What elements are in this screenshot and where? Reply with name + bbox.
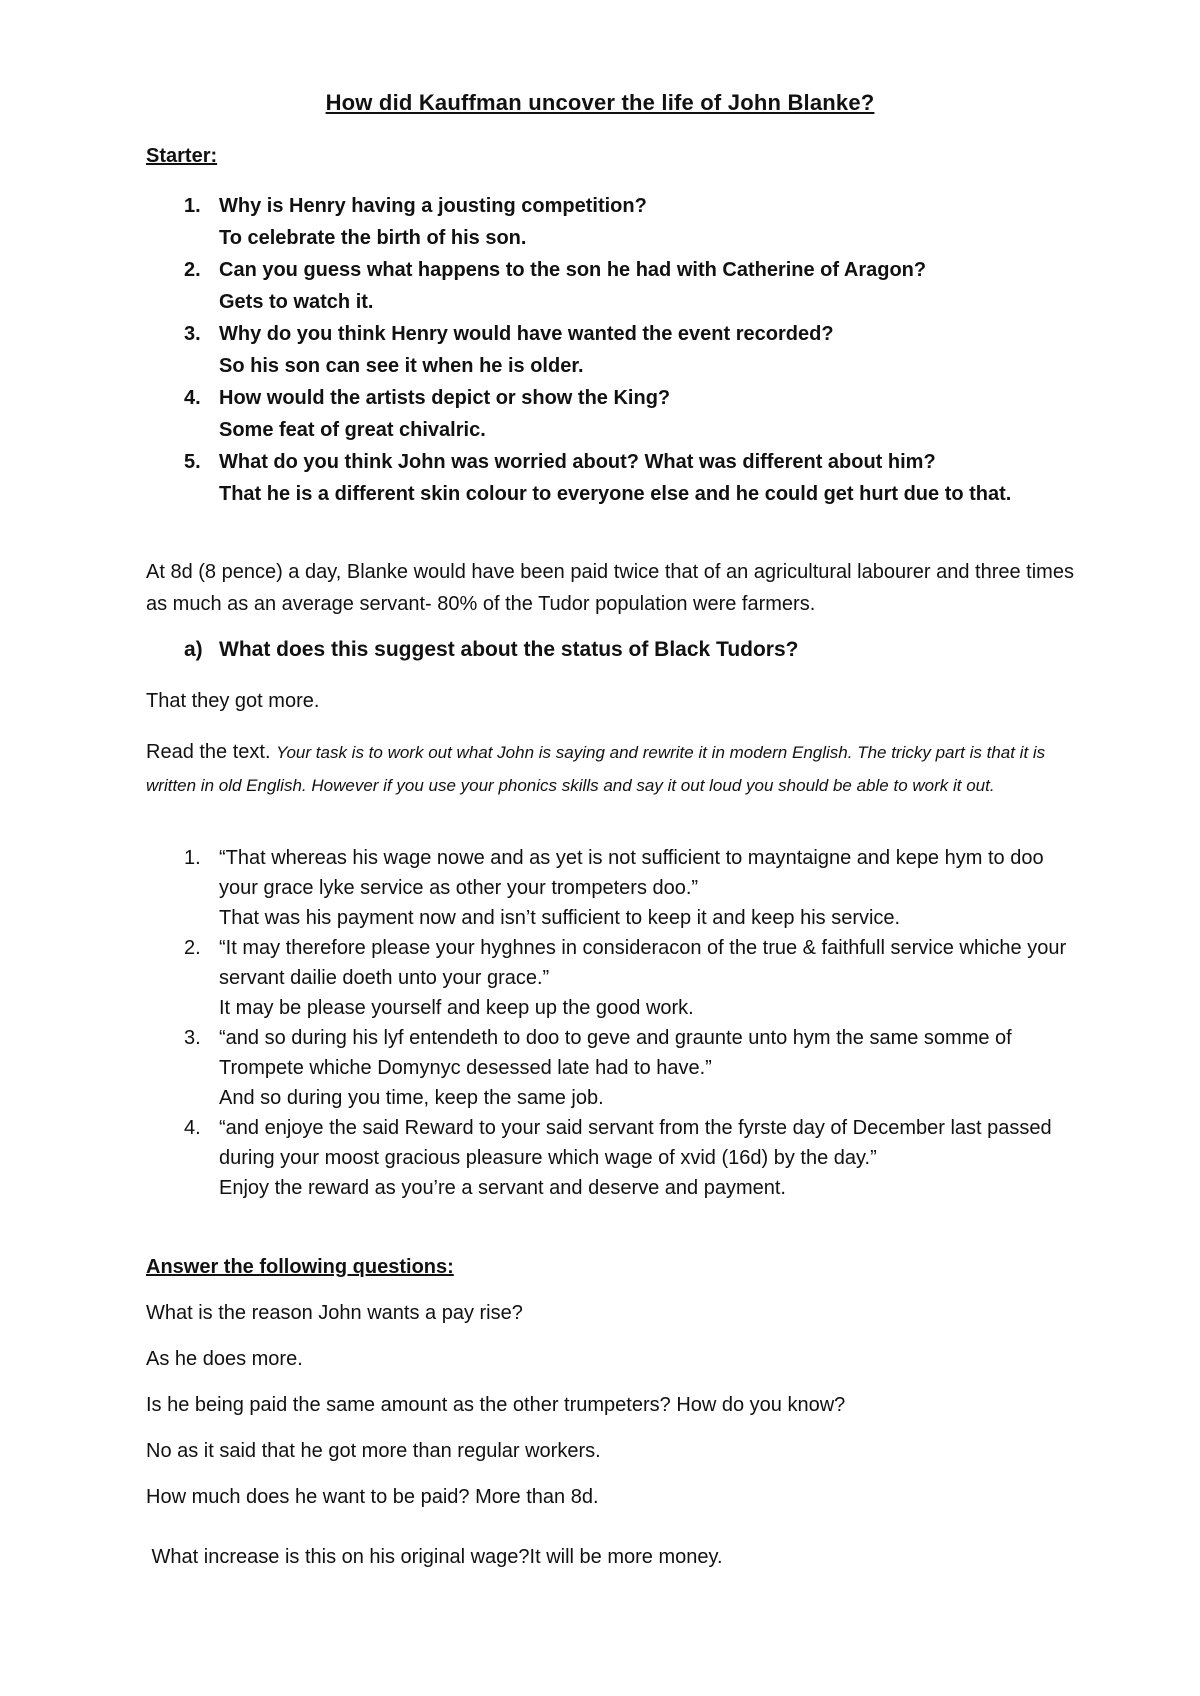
starter-question: How would the artists depict or show the King?: [219, 387, 671, 409]
starter-item: [146, 190, 1066, 254]
item-number: 5.: [184, 451, 201, 473]
starter-question: Why do you think Henry would have wanted the event recorded?: [219, 323, 834, 345]
quote-list: [146, 843, 1076, 1203]
answer-line: No as it said that he got more than regular workers.: [146, 1440, 601, 1462]
starter-question-list: [146, 190, 1066, 510]
item-number: 1.: [184, 847, 201, 869]
starter-item: [146, 254, 1066, 318]
quote-item: [146, 843, 1076, 933]
starter-question: Can you guess what happens to the son he had with Catherine of Aragon?: [219, 259, 927, 281]
starter-item: [146, 446, 1066, 510]
reading-task: Your task is to work out what John is saying and rewrite it in modern English. The tricky part is that it is written in old English. However if you use your phonics skills and say it out loud you should be able to work it out.: [146, 743, 1046, 795]
sub-question-label: a): [184, 638, 203, 661]
item-number: 4.: [184, 387, 201, 409]
item-number: 3.: [184, 323, 201, 345]
starter-question: What do you think John was worried about? What was different about him?: [219, 451, 936, 473]
old-english-quote: “and enjoye the said Reward to your said servant from the fyrste day of December last passed during your moost gracious pleasure which wage of xvid (16d) by the day.”: [219, 1117, 1052, 1169]
item-number: 1.: [184, 195, 201, 217]
item-number: 2.: [184, 259, 201, 281]
modern-translation: And so during you time, keep the same job.: [219, 1087, 604, 1109]
starter-answer: Gets to watch it.: [219, 291, 374, 313]
starter-answer: To celebrate the birth of his son.: [219, 227, 527, 249]
question-line: How much does he want to be paid? More than 8d.: [146, 1486, 599, 1508]
wage-paragraph: At 8d (8 pence) a day, Blanke would have been paid twice that of an agricultural labourer and three times as much as an average servant- 80% of the Tudor population were farmers.: [146, 561, 1074, 615]
question-line: What is the reason John wants a pay rise?: [146, 1302, 523, 1324]
item-number: 2.: [184, 937, 201, 959]
question-line: Is he being paid the same amount as the other trumpeters? How do you know?: [146, 1394, 846, 1416]
starter-heading: Starter:: [146, 145, 218, 167]
old-english-quote: “and so during his lyf entendeth to doo to geve and graunte unto hym the same somme of Trompete whiche Domynyc desessed late had to have.”: [219, 1027, 1012, 1079]
question-line: What increase is this on his original wage?It will be more money.: [146, 1546, 723, 1568]
old-english-quote: “That whereas his wage nowe and as yet is not sufficient to mayntaigne and kepe hym to doo your grace lyke service as other your trompeters doo.”: [219, 847, 1044, 899]
reading-lead: Read the text.: [146, 741, 277, 763]
starter-question: Why is Henry having a jousting competition?: [219, 195, 647, 217]
modern-translation: That was his payment now and isn’t sufficient to keep it and keep his service.: [219, 907, 901, 929]
starter-answer: So his son can see it when he is older.: [219, 355, 584, 377]
answer-heading: Answer the following questions:: [146, 1256, 454, 1278]
item-number: 4.: [184, 1117, 201, 1139]
quote-item: [146, 1023, 1076, 1113]
starter-item: [146, 318, 1066, 382]
old-english-quote: “It may therefore please your hyghnes in consideracon of the true & faithfull service whiche your servant dailie doeth unto your grace.”: [219, 937, 1067, 989]
modern-translation: Enjoy the reward as you’re a servant and deserve and payment.: [219, 1177, 786, 1199]
reading-instructions: [146, 736, 1076, 802]
starter-answer: Some feat of great chivalric.: [219, 419, 486, 441]
answer-line: As he does more.: [146, 1348, 303, 1370]
starter-answer: That he is a different skin colour to everyone else and he could get hurt due to that.: [219, 483, 1012, 505]
sub-question-text: What does this suggest about the status of Black Tudors?: [219, 638, 799, 661]
item-number: 3.: [184, 1027, 201, 1049]
page-title: How did Kauffman uncover the life of John Blanke?: [325, 90, 875, 115]
sub-answer: That they got more.: [146, 690, 320, 712]
quote-item: [146, 933, 1076, 1023]
quote-item: [146, 1113, 1076, 1203]
modern-translation: It may be please yourself and keep up the good work.: [219, 997, 694, 1019]
starter-item: [146, 382, 1066, 446]
